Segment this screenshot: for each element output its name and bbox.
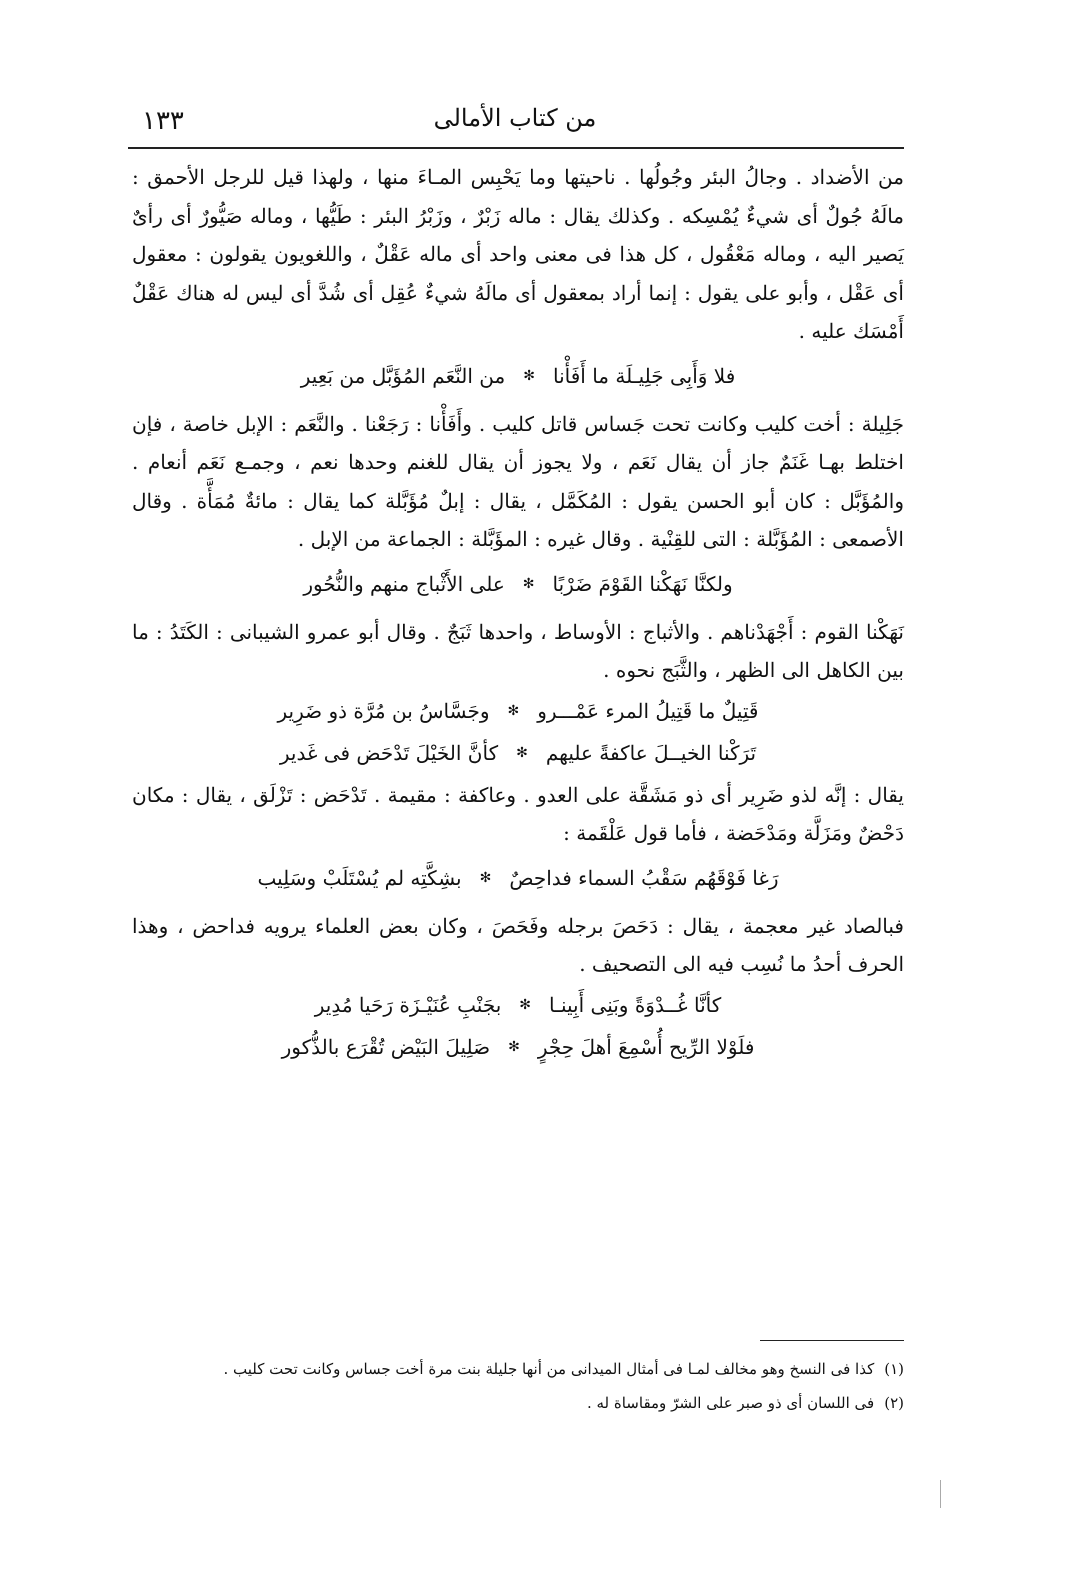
- verse-second-hemistich: بجَنْبِ عُنَيْـزَة رَحَيا مُدِير: [314, 993, 502, 1018]
- verse-first-hemistich: تَرَكْنا الخيــلَ عاكفةً عليهم: [545, 741, 757, 766]
- verse-line: [132, 1028, 904, 1068]
- verse-second-hemistich: على الأَثْباج منهم والنُّحُور: [303, 572, 505, 597]
- verse-first-hemistich: كأنَّا غُــدْوَةً وبَنِى أَبِينـا: [549, 993, 722, 1018]
- verse-line: [132, 357, 904, 397]
- verse-first-hemistich: فلا وَأَبِى جَلِيـلَة ما أَفَأْنا: [552, 364, 736, 389]
- verse-first-hemistich: رَغا فَوْقَهُم سَقْبُ السماء فداحِصٌ: [509, 866, 779, 891]
- verse-line: [132, 565, 904, 605]
- verse-first-hemistich: قَتِيلٌ ما قَتِيلُ المرء عَمْـــرو: [537, 699, 759, 724]
- verse-separator-icon: ✻: [519, 997, 532, 1014]
- footnote-text: فى اللسان أى ذو صبر على الشرّ ومقاساة له .: [586, 1394, 875, 1412]
- verse-separator-icon: ✻: [523, 368, 535, 385]
- verse-second-hemistich: بشِكَّتِه لم يُسْتَلَبْ وسَلِيب: [257, 866, 462, 891]
- paragraph: فبالصاد غير معجمة ، يقال : دَحَصَ برجله وفَحَصَ ، وكان بعض العلماء يرويه فداحض ، وهذا الحرف أحدُ ما نُسِب فيه الى التصحيف .: [132, 913, 904, 976]
- verse-separator-icon: ✻: [508, 1039, 520, 1056]
- paragraph: يقال : إنَّه لذو ضَرِير أى ذو مَشَقَّة على العدو . وعاكفة : مقيمة . تَدْحَض : تَزْلَق ، يقال : مكان دَحْضٌ ومَزَلَّة ومَدْحَضة ، فأما قول عَلْقَمة :: [132, 782, 904, 845]
- verse-second-hemistich: صَلِيلَ البَيْض تُقْرَع بالذُّكور: [281, 1035, 491, 1060]
- footnote-number: (٢): [884, 1394, 904, 1412]
- verse-line: [132, 692, 904, 732]
- footnote: [132, 1352, 904, 1386]
- running-title: من كتاب الأمالى: [433, 104, 597, 132]
- paragraph: جَلِيلة : أخت كليب وكانت تحت جَساس قاتل كليب . وأَفَأْنا : رَجَعْنا . والنَّعَم : الإبل خاصة ، فإن اختلط بهـا غَنَمٌ جاز أن يقال نَعَم ، ولا يجوز أن يقال للغنم وحدها نعم ، وجمـع نَعَم أنعام . والمُؤَبَّل : كان أبو الحسن يقول : المُكَمَّل ، يقال : إبلٌ مُؤَبَّلة كما يقال : مائةٌ مُمَأَّة . وقال الأصمعى : المُؤَبَّلة : التى للقِنْية . وقال غيره : المؤَبَّلة : الجماعة من الإبل .: [132, 411, 904, 551]
- page-header: [130, 96, 900, 146]
- verse-line: [132, 986, 904, 1026]
- scan-mark: [940, 1480, 941, 1508]
- footnote-rule: [760, 1340, 904, 1341]
- verse-separator-icon: ✻: [516, 745, 528, 762]
- footnote: [132, 1386, 904, 1420]
- page-number: ١٣٣: [142, 106, 184, 136]
- verse-first-hemistich: فلَوْلا الرِّيح أُسْمِعَ أهلَ حِجْرٍ: [537, 1035, 755, 1060]
- footnotes: [132, 1352, 904, 1420]
- verse-line: [132, 734, 904, 774]
- verse-line: [132, 859, 904, 899]
- footnote-text: كذا فى النسخ وهو مخالف لمـا فى أمثال الميدانى من أنها جليلة بنت مرة أخت جساس وكانت تحت كليب .: [223, 1360, 875, 1378]
- verse-separator-icon: ✻: [522, 576, 535, 593]
- paragraph: نَهَكْنا القوم : أَجْهَدْناهم . والأثباج : الأوساط ، واحدها ثَبَجٌ . وقال أبو عمرو الشيبانى : الكَتَدُ : ما بين الكاهل الى الظهر ، والثَّبَج نحوه .: [132, 619, 904, 682]
- verse-first-hemistich: ولكنَّا نَهَكْنا القَوْمَ ضَرْبًا: [552, 572, 733, 597]
- verse-second-hemistich: من النَّعَم المُؤَبَّل من بَعِير: [300, 364, 506, 389]
- verse-second-hemistich: وجَسَّاسُ بن مُرَّة ذو ضَرِير: [277, 699, 490, 724]
- verse-separator-icon: ✻: [507, 703, 520, 720]
- verse-separator-icon: ✻: [479, 870, 492, 887]
- header-rule: [128, 147, 904, 149]
- footnote-number: (١): [884, 1360, 904, 1378]
- verse-second-hemistich: كأنَّ الخَيْلَ تَدْحَض فى غَدير: [279, 741, 499, 766]
- paragraph: من الأضداد . وجالُ البئر وجُولُها . ناحيتها وما يَحْبِس المـاءَ منها ، ولهذا قيل للرجل الأحمق : مالَهُ جُولٌ أى شيءٌ يُمْسِكه . وكذلك يقال : ماله زَبْرٌ ، وزَبْرُ البئر : طَيُّها ، وماله صَيُّورٌ أى رأىٌ يَصير اليه ، وماله مَعْقُول ، كل هذا فى معنى واحد أى ماله عَقْلٌ ، واللغويون يقولون : معقول أى عَقْل ، وأبو على يقول : إنما أراد بمعقول أى مالَهُ شيءٌ عُقِل أى شُدَّ أى ليس له هناك عَقْلٌ أَمْسَك عليه .: [132, 165, 904, 343]
- main-text: [132, 158, 904, 1070]
